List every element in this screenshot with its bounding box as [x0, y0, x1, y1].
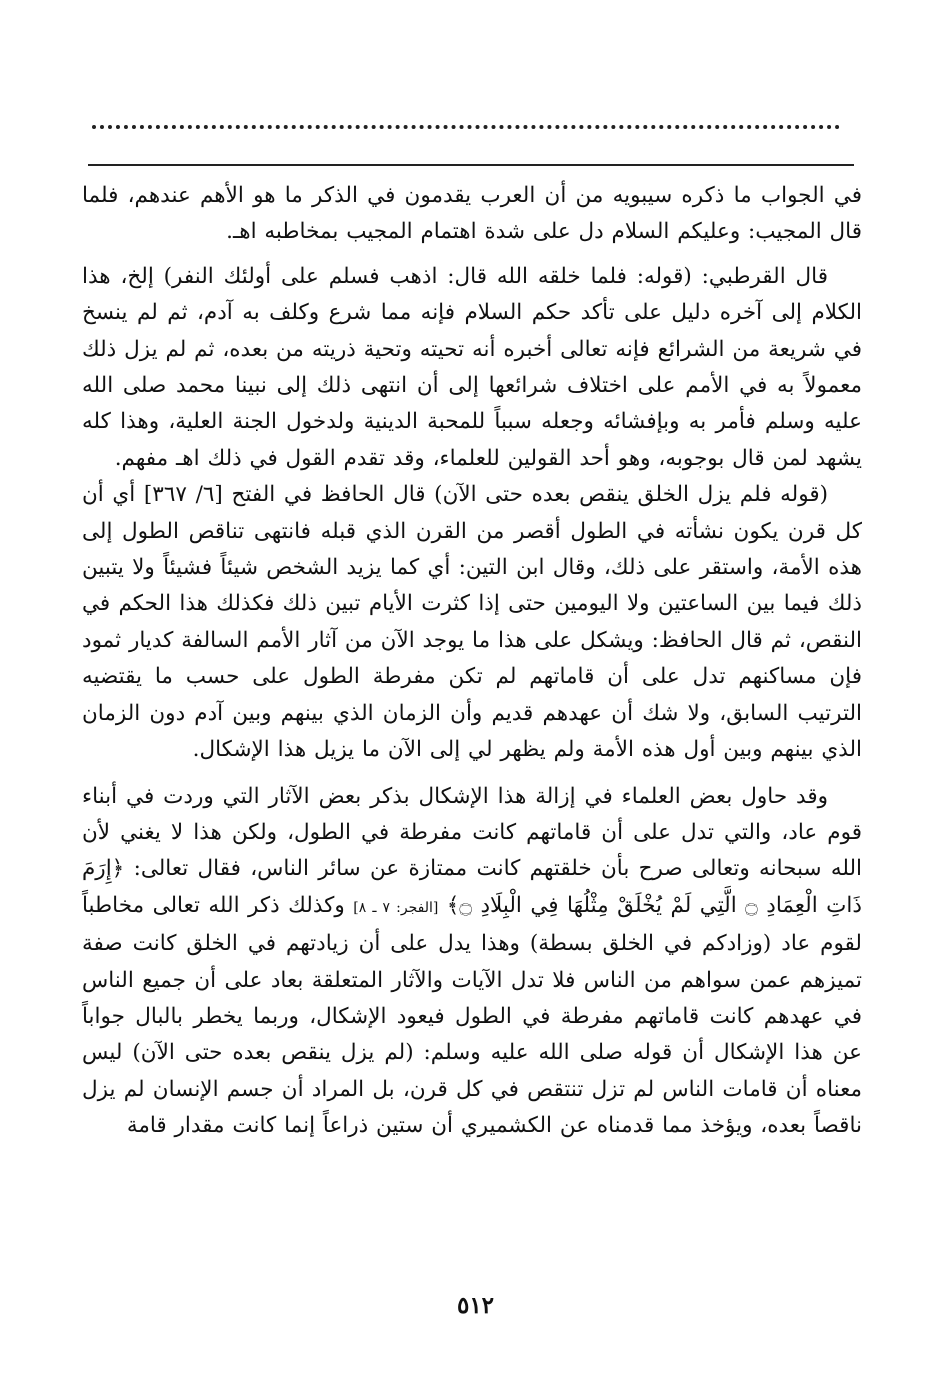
quran-reference: [الفجر: ٧ ـ ٨] — [353, 899, 439, 916]
paragraph-4-text-b: وكذلك ذكر الله تعالى مخاطباً لقوم عاد (وزادكم في الخلق بسطة) وهذا يدل على أن زيادتهم في الخلق كانت صفة تميزهم عمن سواهم من الناس فلا تدل الآيات والآثار المتعلقة بعاد على أن جميع الناس في عهدهم كانت قاماتهم مفرطة في الطول فيعود الإشكال، وربما يخطر بالبال جواباً عن هذا الإشكال أن قوله صلى الله عليه وسلم: (لم يزل ينقص بعده حتى الآن) ليس معناه أن قامات الناس لم تزل تنتقص في كل قرن، بل المراد أن جسم الإنسان لم يزل ناقصاً بعده، ويؤخذ مما قدمناه عن الكشميري أن ستين ذراعاً إنما كانت مقدار قامة — [82, 892, 862, 1139]
paragraph-4 — [82, 779, 862, 1145]
header-rule — [88, 164, 854, 166]
dotted-divider — [92, 125, 840, 129]
paragraph-2: قال القرطبي: (قوله: فلما خلقه الله قال: اذهب فسلم على أولئك النفر) إلخ، هذا الكلام إلى آخره دليل على تأكد حكم السلام فإنه مما شرع وكلف به آدم، ثم لم ينسخ في شريعة من الشرائع فإنه تعالى أخبره أنه تحيته وتحية ذريته من بعده، ثم لم يزل ذلك معمولاً به في الأمم على اختلاف شرائعها إلى أن انتهى ذلك إلى نبينا محمد صلى الله عليه وسلم فأمر به وبإفشائه وجعله سبباً للمحبة الدينية ولدخول الجنة العلية، وهذا كله يشهد لمن قال بوجوبه، وهو أحد القولين للعلماء، وقد تقدم القول في ذلك اهـ مفهم. — [82, 263, 862, 471]
paragraph-4-text-a: وقد حاول بعض العلماء في إزالة هذا الإشكال بذكر بعض الآثار التي وردت في أبناء قوم عاد، والتي تدل على أن قاماتهم كانت مفرطة في الطول، ولكن هذا لا يغني لأن الله سبحانه وتعالى صرح بأن خلقتهم كانت ممتازة عن سائر الناس، فقال تعالى: ﴿إِرَمَ ذَاتِ الْعِمَادِ ۝ الَّتِي لَمْ يُخْلَقْ مِثْلُهَا فِي الْبِلَادِ ۝﴾ — [82, 783, 862, 918]
paragraph-1: في الجواب ما ذكره سيبويه من أن العرب يقدمون في الذكر ما هو الأهم عندهم، فلما قال المجيب: وعليكم السلام دل على شدة اهتمام المجيب بمخاطبه اهـ. — [82, 183, 862, 245]
body-text — [82, 178, 862, 1145]
page-number: ٥١٢ — [456, 1292, 495, 1319]
paragraph-3: (قوله فلم يزل الخلق ينقص بعده حتى الآن) قال الحافظ في الفتح [٦/ ٣٦٧] أي أن كل قرن يكون نشأته في الطول أقصر من القرن الذي قبله فانتهى تناقص الطول إلى هذه الأمة، واستقر على ذلك، وقال ابن التين: أي كما يزيد الشخص شيئاً فشيئاً ولا يتبين ذلك فيما بين الساعتين ولا اليومين حتى إذا كثرت الأيام تبين ذلك فكذلك هذا الحكم في النقص، ثم قال الحافظ: ويشكل على هذا ما يوجد الآن من آثار الأمم السالفة كديار ثمود فإن مساكنهم تدل على أن قاماتهم لم تكن مفرطة الطول على حسب ما يقتضيه الترتيب السابق، ولا شك أن عهدهم قديم وأن الزمان الذي بينهم وبين آدم دون الزمان الذي بينهم وبين أول هذه الأمة ولم يظهر لي إلى الآن ما يزيل هذا الإشكال. — [82, 482, 862, 763]
